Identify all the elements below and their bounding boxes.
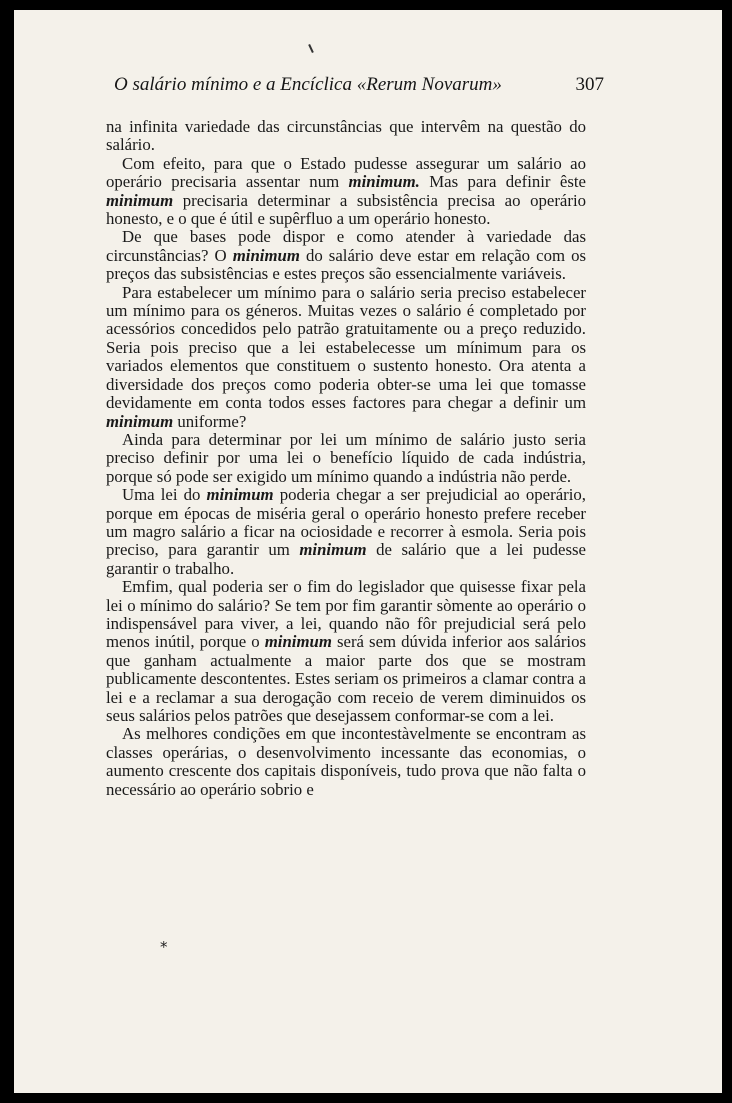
text-run: Ainda para determinar por lei um mínimo de salário justo seria preciso definir por uma lei o benefício líquido de cada indústria, porque só pode ser exigido um mínimo quando a indústria não perde. [106,429,586,486]
paragraph [106,118,586,155]
emphasis-term: minimum [106,190,174,210]
paragraph [106,725,586,799]
text-run: Para estabelecer um mínimo para o salário seria preciso estabelecer um mínimo para os géneros. Muitas vezes o salário é completado por acessórios concedidos pelo patrão gratuitamente ou a preço reduzido. Seria pois preciso que a lei estabelecesse um mínimum para os variados elementos que constituem o sustento honesto. Ora atenta a diversidade dos preços como poderia obter-se uma lei que tomasse devidamente em conta todos esses factores para chegar a definir um [106,282,586,413]
text-run: uniforme? [173,411,247,431]
paragraph [106,431,586,486]
text-run: As melhores condições em que incontestàvelmente se encontram as classes operárias, o desenvolvimento incessante das economias, o aumento crescente dos capitais disponíveis, tudo prova que não falta o necessário ao operário sobrio e [106,724,586,799]
page-number: 307 [575,74,604,95]
text-run: na infinita variedade das circunstâncias que intervêm na questão do salário. [106,117,586,155]
text-run: Mas para definir êste [419,172,586,192]
page-sheet [14,10,722,1093]
emphasis-term: minimum [106,411,174,431]
emphasis-term: minimum [206,485,274,505]
text-run: do salário deve estar em relação com os preços das subsistências e estes preços são essencialmente variáveis. [106,245,586,284]
text-run: De que bases pode dispor e como atender à variedade das circunstâncias? O [106,227,586,265]
footer-asterisk: * [160,938,168,956]
paragraph [106,486,586,578]
paragraph [106,155,586,229]
emphasis-term: minimum. [348,172,420,192]
paragraph [106,284,586,431]
text-run: será sem dúvida inferior aos salários que ganham actualmente a maior parte dos que se mostram publicamente descontentes. Estes seriam os primeiros a clamar contra a lei e a reclamar a sua derogação com receio de verem diminuidos os seus salários pelos patrões que desejassem conformar-se com a lei. [106,632,587,725]
emphasis-term: minimum [232,245,300,265]
text-run: de salário que a lei pudesse garantir o trabalho. [106,540,587,578]
text-run: Uma lei do [122,485,207,505]
emphasis-term: minimum [299,540,367,560]
body-text [106,118,586,799]
paragraph [106,578,586,725]
text-run: Com efeito, para que o Estado pudesse assegurar um salário ao operário precisaria assentar num [106,153,586,192]
ink-mark [308,44,314,53]
emphasis-term: minimum [264,632,332,652]
paragraph [106,228,586,283]
text-run: Emfim, qual poderia ser o fim do legislador que quisesse fixar pela lei o mínimo do salário? Se tem por fim garantir sòmente ao operário o indispensável para viver, a lei, quando não fôr prejudicial será pelo menos inútil, porque o [106,577,586,652]
header-title: O salário mínimo e a Encíclica «Rerum Novarum» [114,74,502,95]
text-run: poderia chegar a ser prejudicial ao operário, porque em épocas de miséria geral o operário honesto prefere receber um magro salário a ficar na ociosidade e recorrer à esmola. Seria pois preciso, para garantir um [106,485,586,560]
text-run: precisaria determinar a subsistência precisa ao operário honesto, e o que é útil e supêrfluo a um operário honesto. [106,190,586,229]
running-header [114,74,604,96]
